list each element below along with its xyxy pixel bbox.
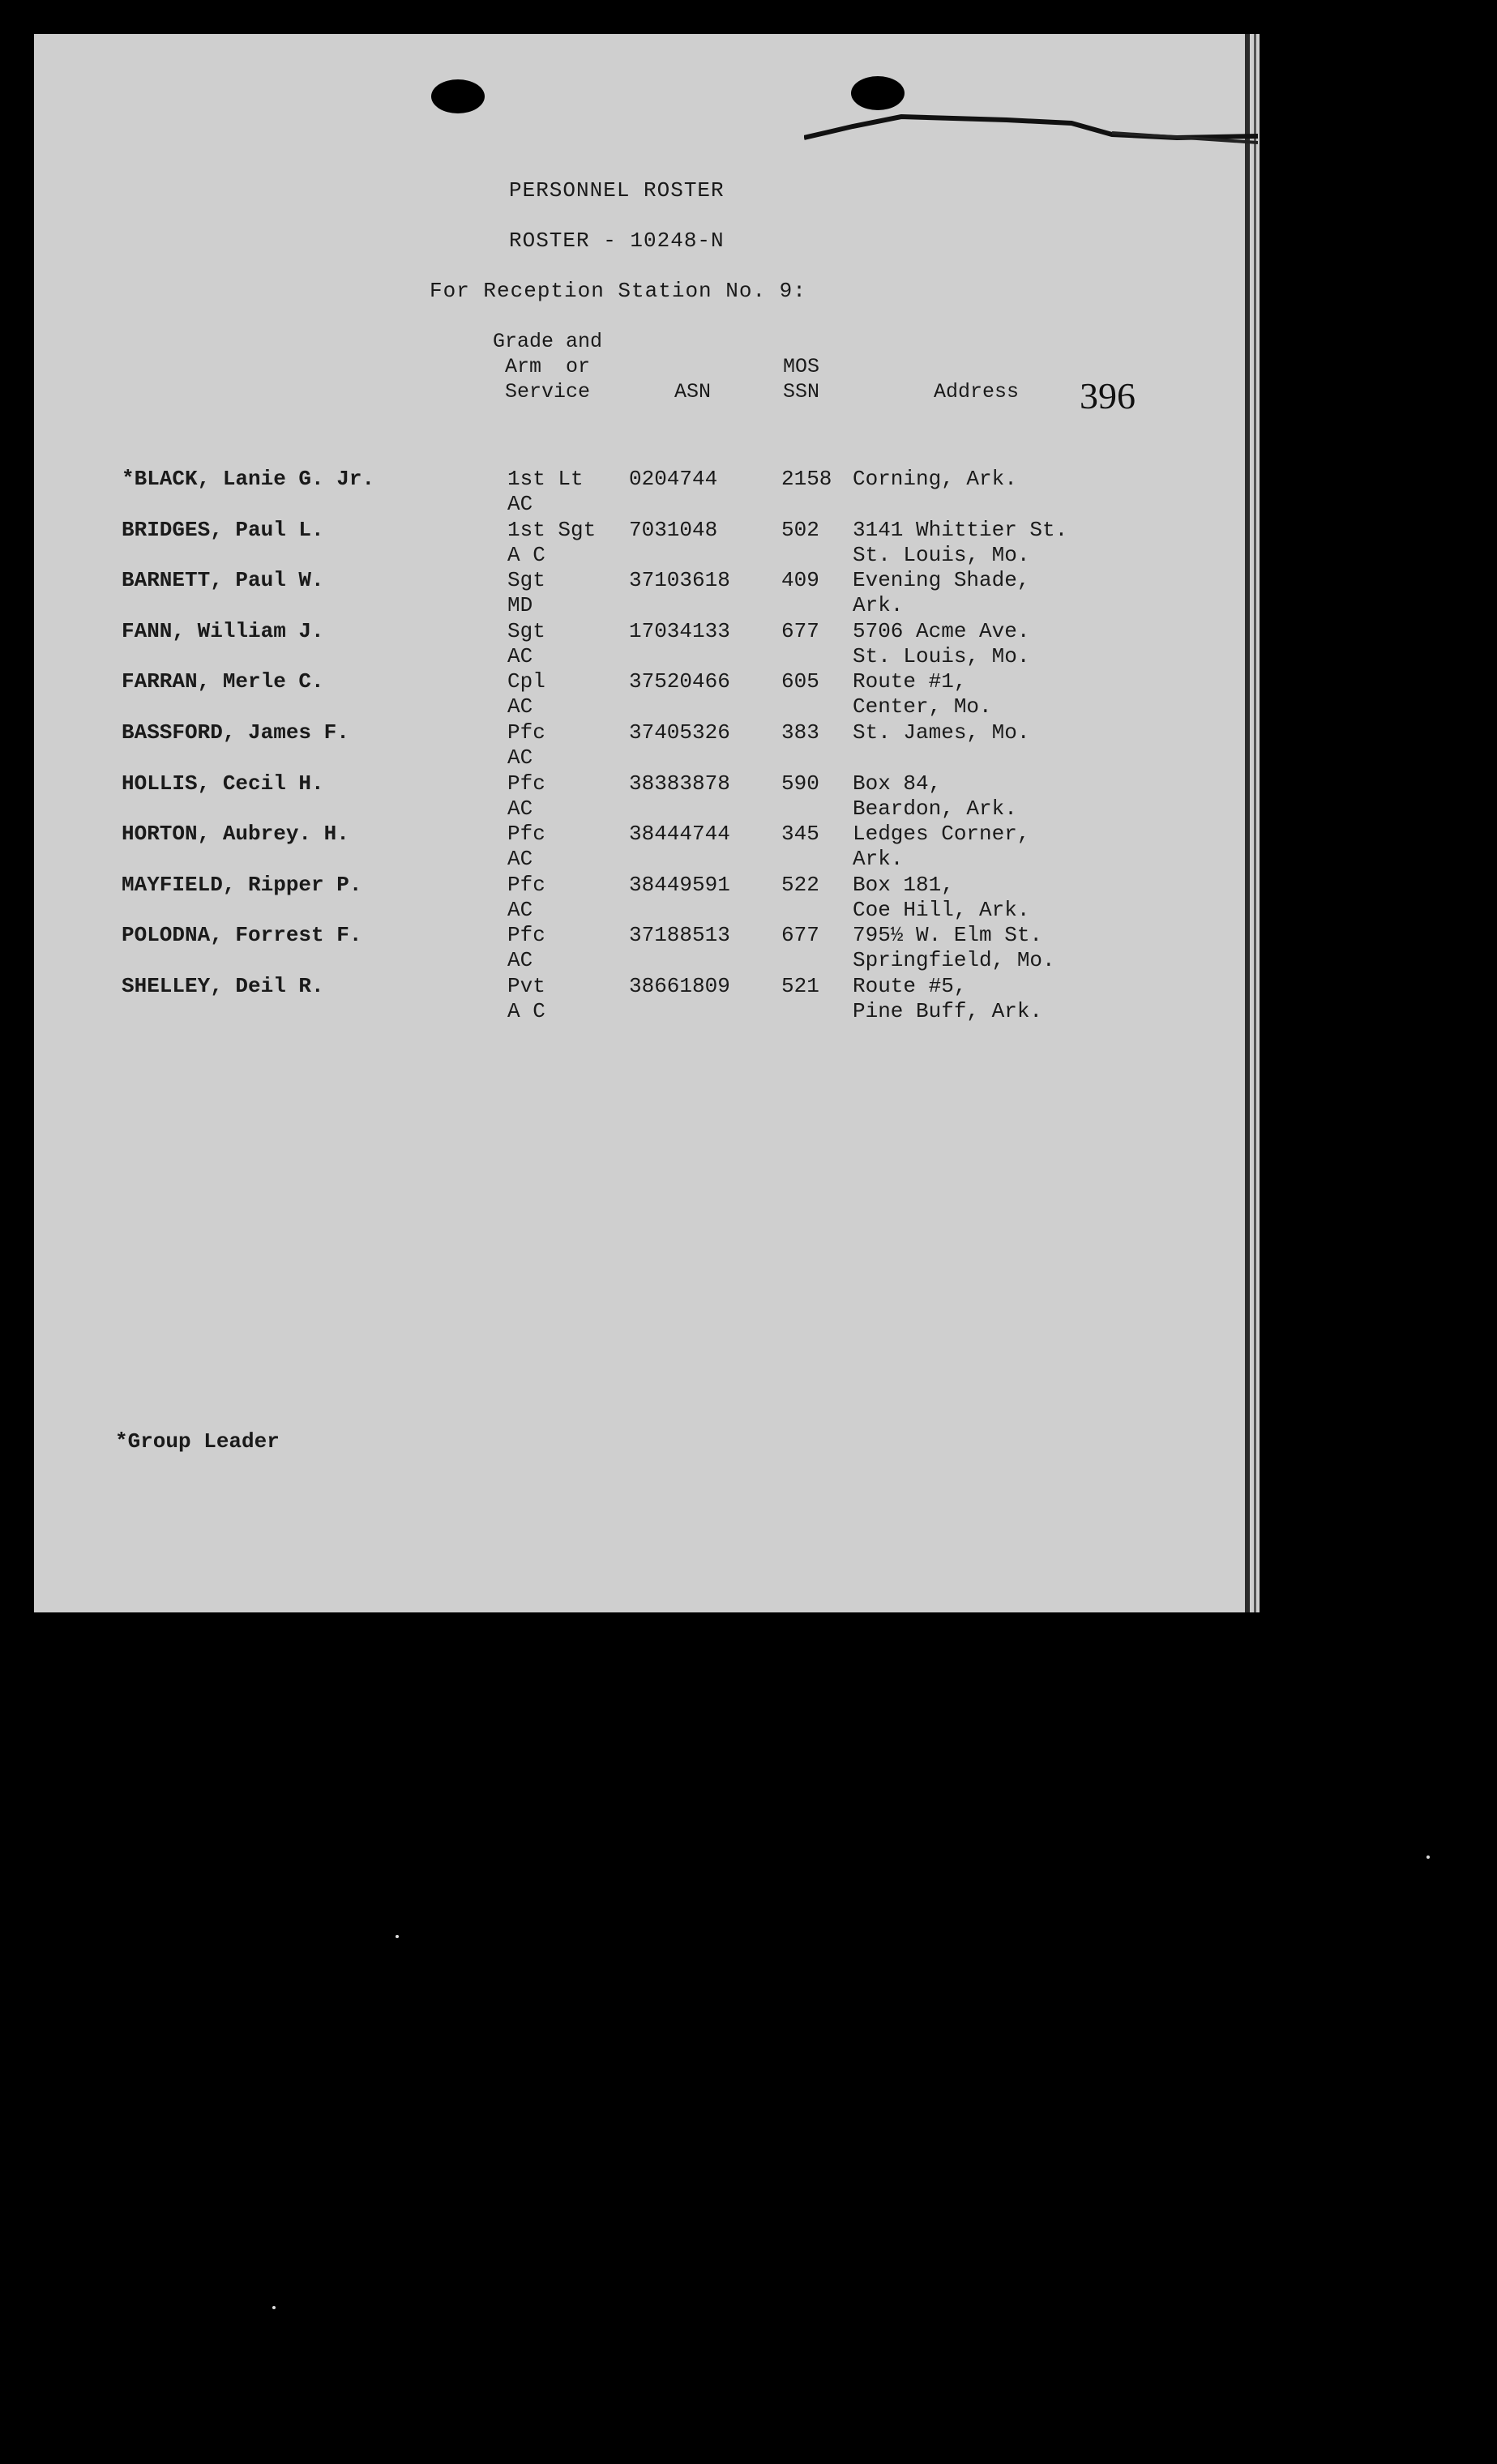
asn-cell: 38444744 — [629, 822, 730, 847]
personnel-name: HOLLIS, Cecil H. — [122, 771, 324, 796]
grade-cell: Pfc — [507, 923, 545, 948]
arm-service-cell: AC — [507, 847, 533, 872]
mos-cell: 409 — [781, 568, 819, 593]
asn-cell: 0204744 — [629, 467, 718, 491]
arm-service-cell: AC — [507, 694, 533, 720]
address-line-2: Pine Buff, Ark. — [853, 999, 1043, 1023]
address-line-1: Box 181, — [853, 872, 954, 897]
asn-cell: 38449591 — [629, 872, 730, 897]
paper-tear-line — [804, 78, 1258, 151]
personnel-name: *BLACK, Lanie G. Jr. — [122, 467, 375, 491]
grade-cell: Sgt — [507, 618, 545, 643]
personnel-name: MAYFIELD, Ripper P. — [122, 872, 362, 897]
mos-cell: 2158 — [781, 467, 832, 491]
grade-cell: Cpl — [507, 669, 545, 694]
asn-cell: 37405326 — [629, 720, 730, 745]
address-line-1: 5706 Acme Ave. — [853, 618, 1030, 643]
page-number: 396 — [1080, 375, 1136, 416]
address-line-1: Route #1, — [853, 669, 967, 694]
scan-speck — [1426, 1855, 1430, 1859]
table-row — [34, 974, 1242, 1024]
footnote: *Group Leader — [115, 1429, 280, 1454]
personnel-name: BARNETT, Paul W. — [122, 568, 324, 593]
document-page — [34, 34, 1260, 1612]
address-line-2: Center, Mo. — [853, 694, 992, 720]
mos-cell: 502 — [781, 517, 819, 542]
personnel-name: BASSFORD, James F. — [122, 720, 349, 745]
arm-service-cell: AC — [507, 948, 533, 973]
address-line-2: Coe Hill, Ark. — [853, 897, 1030, 922]
address-line-2: Ark. — [853, 593, 904, 618]
arm-service-cell: AC — [507, 492, 533, 516]
address-line-1: 3141 Whittier St. — [853, 517, 1068, 542]
mos-cell: 590 — [781, 771, 819, 796]
grade-cell: Pfc — [507, 822, 545, 847]
asn-cell: 7031048 — [629, 517, 718, 542]
arm-service-cell: AC — [507, 796, 533, 821]
scan-speck — [272, 2306, 276, 2309]
grade-cell: Pfc — [507, 771, 545, 796]
table-row — [34, 568, 1242, 618]
address-line-1: Route #5, — [853, 974, 967, 998]
document-title: PERSONNEL ROSTER — [509, 178, 725, 203]
arm-service-cell: A C — [507, 542, 545, 567]
mos-cell: 677 — [781, 618, 819, 643]
address-line-1: Ledges Corner, — [853, 822, 1030, 847]
personnel-name: HORTON, Aubrey. H. — [122, 822, 349, 847]
table-row — [34, 619, 1242, 669]
address-line-2: St. Louis, Mo. — [853, 542, 1030, 567]
address-line-1: Box 84, — [853, 771, 942, 796]
grade-cell: Pfc — [507, 872, 545, 897]
mos-cell: 383 — [781, 720, 819, 745]
column-header-address: Address — [934, 380, 1020, 404]
table-row — [34, 873, 1242, 923]
column-header-mos: MOS SSN — [783, 355, 820, 404]
address-line-1: 795½ W. Elm St. — [853, 923, 1043, 948]
asn-cell: 17034133 — [629, 618, 730, 643]
table-row — [34, 720, 1242, 771]
address-line-1: Corning, Ark. — [853, 467, 1017, 491]
column-header-grade: Grade and Arm or Service — [493, 330, 603, 404]
table-row — [34, 669, 1242, 720]
personnel-name: POLODNA, Forrest F. — [122, 923, 362, 948]
page-edge-line — [1254, 34, 1256, 1612]
table-row — [34, 467, 1242, 517]
scan-speck — [396, 1935, 399, 1938]
mos-cell: 677 — [781, 923, 819, 948]
grade-cell: Sgt — [507, 568, 545, 593]
punch-hole-left — [431, 79, 485, 113]
mos-cell: 522 — [781, 872, 819, 897]
personnel-name: FANN, William J. — [122, 618, 324, 643]
arm-service-cell: AC — [507, 745, 533, 770]
asn-cell: 37520466 — [629, 669, 730, 694]
arm-service-cell: MD — [507, 593, 533, 618]
station-line: For Reception Station No. 9: — [430, 279, 806, 303]
personnel-name: BRIDGES, Paul L. — [122, 517, 324, 542]
table-row — [34, 771, 1242, 822]
mos-cell: 345 — [781, 822, 819, 847]
arm-service-cell: A C — [507, 999, 545, 1023]
personnel-name: FARRAN, Merle C. — [122, 669, 324, 694]
asn-cell: 38383878 — [629, 771, 730, 796]
table-row — [34, 923, 1242, 973]
asn-cell: 37188513 — [629, 923, 730, 948]
page-edge-shadow — [1245, 34, 1250, 1612]
mos-cell: 605 — [781, 669, 819, 694]
address-line-2: Springfield, Mo. — [853, 948, 1055, 973]
roster-number: ROSTER - 10248-N — [509, 228, 725, 253]
address-line-1: St. James, Mo. — [853, 720, 1030, 745]
address-line-1: Evening Shade, — [853, 568, 1030, 593]
asn-cell: 38661809 — [629, 974, 730, 998]
grade-cell: Pfc — [507, 720, 545, 745]
column-header-asn: ASN — [674, 380, 712, 404]
arm-service-cell: AC — [507, 643, 533, 668]
grade-cell: 1st Lt — [507, 467, 584, 491]
address-line-2: Beardon, Ark. — [853, 796, 1017, 821]
address-line-2: Ark. — [853, 847, 904, 872]
mos-cell: 521 — [781, 974, 819, 998]
grade-cell: Pvt — [507, 974, 545, 998]
grade-cell: 1st Sgt — [507, 517, 597, 542]
table-row — [34, 822, 1242, 872]
address-line-2: St. Louis, Mo. — [853, 643, 1030, 668]
arm-service-cell: AC — [507, 897, 533, 922]
personnel-name: SHELLEY, Deil R. — [122, 974, 324, 998]
asn-cell: 37103618 — [629, 568, 730, 593]
table-row — [34, 518, 1242, 568]
